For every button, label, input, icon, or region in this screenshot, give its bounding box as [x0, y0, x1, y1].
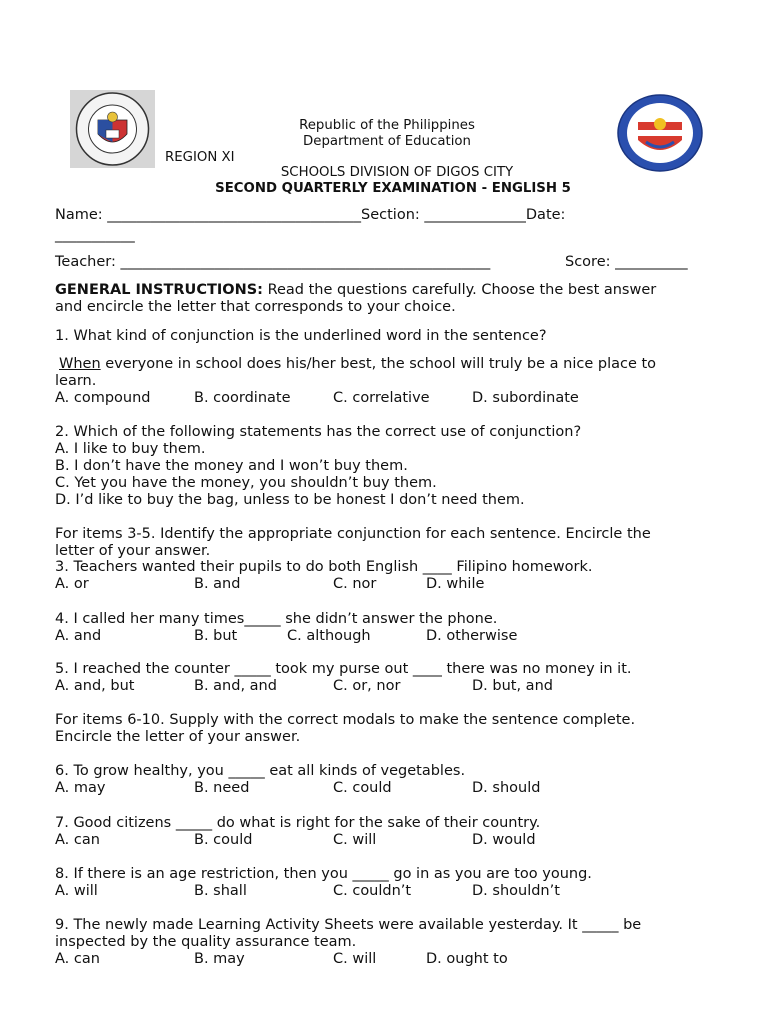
- q2-option-c[interactable]: C. Yet you have the money, you shouldn’t buy them.: [55, 475, 437, 491]
- department-text: Department of Education: [303, 134, 471, 149]
- instructions-text: Read the questions carefully. Choose the best answer: [262, 282, 657, 298]
- instructions-label: GENERAL INSTRUCTIONS:: [55, 282, 263, 298]
- republic-text: Republic of the Philippines: [299, 118, 475, 133]
- q3-option-c[interactable]: C. nor: [333, 576, 377, 592]
- name-section-date-line: Name: ___________________________________Section: ______________Date:: [55, 207, 566, 223]
- q1-sentence-rest: everyone in school does his/her best, the school will truly be a nice place to: [100, 356, 657, 372]
- q5-question: 5. I reached the counter _____ took my purse out ____ there was no money in it.: [55, 661, 632, 677]
- q6-question: 6. To grow healthy, you _____ eat all kinds of vegetables.: [55, 763, 466, 779]
- q8-option-b[interactable]: B. shall: [194, 883, 247, 899]
- q7-option-b[interactable]: B. could: [194, 832, 253, 848]
- q7-question: 7. Good citizens _____ do what is right for the sake of their country.: [55, 815, 541, 831]
- division-text: SCHOOLS DIVISION OF DIGOS CITY: [280, 165, 514, 180]
- q5-option-d[interactable]: D. but, and: [472, 678, 553, 694]
- q7-option-c[interactable]: C. will: [333, 832, 377, 848]
- items-6-10-instruction: For items 6-10. Supply with the correct modals to make the sentence complete.: [55, 712, 636, 728]
- q1-question: 1. What kind of conjunction is the underlined word in the sentence?: [55, 328, 547, 344]
- q6-option-d[interactable]: D. should: [472, 780, 541, 796]
- q1-sentence: [59, 356, 656, 373]
- q6-option-c[interactable]: C. could: [333, 780, 392, 796]
- q2-question: 2. Which of the following statements has the correct use of conjunction?: [55, 424, 582, 440]
- q9-option-d[interactable]: D. ought to: [426, 951, 508, 967]
- q9-option-b[interactable]: B. may: [194, 951, 245, 967]
- general-instructions: [55, 282, 656, 299]
- score-line: Score: __________: [565, 254, 688, 270]
- q4-option-a[interactable]: A. and: [55, 628, 102, 644]
- deped-seal-logo: [70, 90, 155, 168]
- q7-option-a[interactable]: A. can: [55, 832, 100, 848]
- q6-option-a[interactable]: A. may: [55, 780, 106, 796]
- q5-option-c[interactable]: C. or, nor: [333, 678, 401, 694]
- q4-option-c[interactable]: C. although: [287, 628, 371, 644]
- exam-title: SECOND QUARTERLY EXAMINATION - ENGLISH 5: [215, 181, 571, 196]
- q8-option-a[interactable]: A. will: [55, 883, 98, 899]
- q9-option-c[interactable]: C. will: [333, 951, 377, 967]
- q6-option-b[interactable]: B. need: [194, 780, 250, 796]
- division-seal-logo: [616, 94, 704, 172]
- q1-option-b[interactable]: B. coordinate: [194, 390, 291, 406]
- items-3-5-instruction-cont: letter of your answer.: [55, 543, 211, 559]
- q9-option-a[interactable]: A. can: [55, 951, 100, 967]
- instructions-text-cont: and encircle the letter that corresponds to your choice.: [55, 299, 456, 315]
- q3-option-a[interactable]: A. or: [55, 576, 89, 592]
- q5-option-b[interactable]: B. and, and: [194, 678, 277, 694]
- teacher-line: Teacher: ___________________________________________________: [55, 254, 491, 270]
- q2-option-b[interactable]: B. I don’t have the money and I won’t buy them.: [55, 458, 408, 474]
- items-3-5-instruction: For items 3-5. Identify the appropriate conjunction for each sentence. Encircle the: [55, 526, 651, 542]
- q3-option-d[interactable]: D. while: [426, 576, 485, 592]
- q1-option-d[interactable]: D. subordinate: [472, 390, 579, 406]
- region-text: REGION XI: [165, 150, 235, 165]
- q1-underlined-word: When: [59, 356, 101, 372]
- q3-option-b[interactable]: B. and: [194, 576, 241, 592]
- q1-option-a[interactable]: A. compound: [55, 390, 151, 406]
- q3-question: 3. Teachers wanted their pupils to do both English ____ Filipino homework.: [55, 559, 593, 575]
- q2-option-a[interactable]: A. I like to buy them.: [55, 441, 206, 457]
- q9-question: 9. The newly made Learning Activity Sheets were available yesterday. It _____ be: [55, 917, 642, 933]
- q5-option-a[interactable]: A. and, but: [55, 678, 135, 694]
- q8-option-c[interactable]: C. couldn’t: [333, 883, 412, 899]
- date-blank: ___________: [55, 227, 135, 243]
- q9-question-cont: inspected by the quality assurance team.: [55, 934, 357, 950]
- q4-question: 4. I called her many times_____ she didn’t answer the phone.: [55, 611, 498, 627]
- q8-question: 8. If there is an age restriction, then you _____ go in as you are too young.: [55, 866, 592, 882]
- items-6-10-instruction-cont: Encircle the letter of your answer.: [55, 729, 301, 745]
- q4-option-d[interactable]: D. otherwise: [426, 628, 518, 644]
- q7-option-d[interactable]: D. would: [472, 832, 536, 848]
- q1-option-c[interactable]: C. correlative: [333, 390, 430, 406]
- q8-option-d[interactable]: D. shouldn’t: [472, 883, 560, 899]
- q2-option-d[interactable]: D. I’d like to buy the bag, unless to be honest I don’t need them.: [55, 492, 525, 508]
- q4-option-b[interactable]: B. but: [194, 628, 238, 644]
- q1-sentence-cont: learn.: [55, 373, 97, 389]
